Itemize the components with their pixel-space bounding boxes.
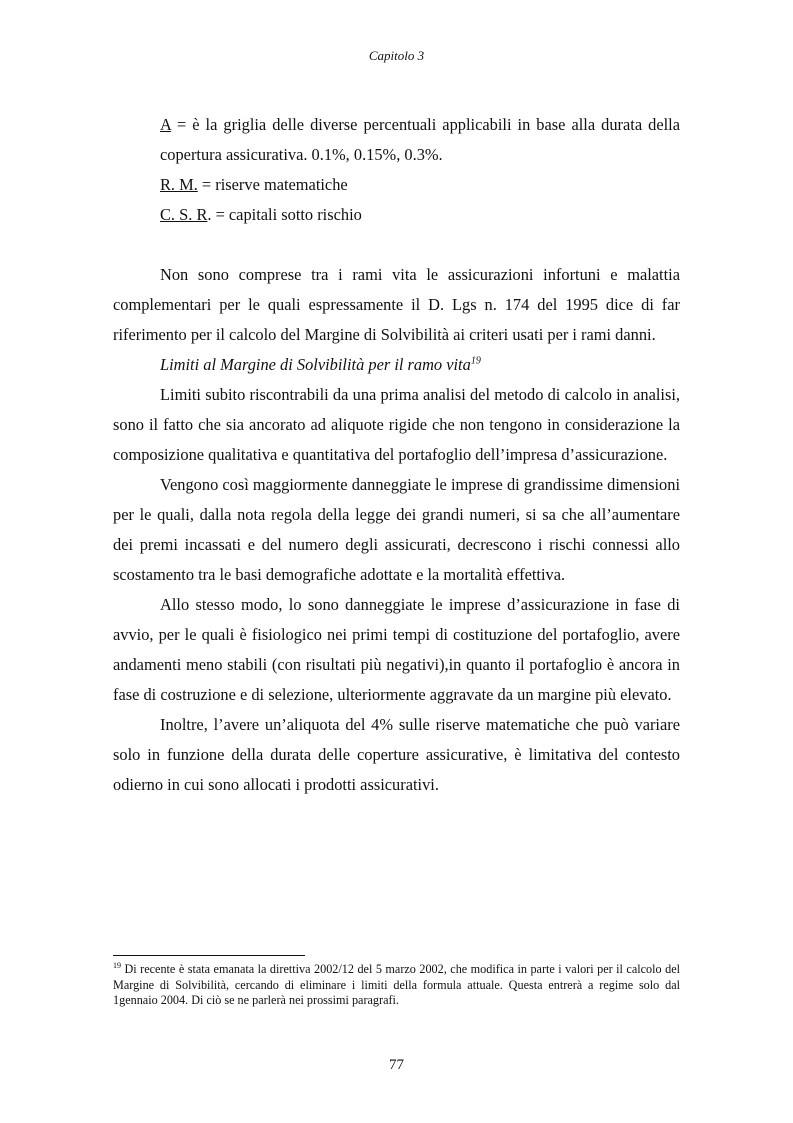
subtitle-text: Limiti al Margine di Solvibilità per il ramo vita <box>160 355 471 374</box>
paragraph: Vengono così maggiormente danneggiate le imprese di grandissime dimensioni per le quali, dalla nota regola della legge dei grandi numeri, si sa che all’aumentare dei premi incassati e del numero degli assicurati, decrescono i rischi connessi allo scostamento tra le basi demografiche adottate e la mortalità effettiva. <box>113 475 680 584</box>
definition-text: = riserve matematiche <box>197 175 348 194</box>
definition-term: R. M. <box>160 175 198 194</box>
definition-text: . = capitali sotto rischio <box>207 205 362 224</box>
footnote-divider <box>113 955 305 956</box>
definition-csr <box>113 200 680 230</box>
paragraph: Inoltre, l’avere un’aliquota del 4% sulle riserve matematiche che può variare solo in funzione della durata delle coperture assicurative, è limitativa del contesto odierno in cui sono allocati i prodotti assicurativi. <box>113 715 680 794</box>
footnote-text: Di recente è stata emanata la direttiva 2002/12 del 5 marzo 2002, che modifica in parte i valori per il calcolo del Margine di Solvibilità, cercando di eliminare i limiti della formula attuale. Questa entrerà a regime solo dal 1gennaio 2004. Di ciò se ne parlerà nei prossimi paragrafi. <box>113 962 680 1007</box>
paragraph-gap <box>113 230 680 260</box>
footnote-number: 19 <box>113 960 121 970</box>
paragraph: Limiti subito riscontrabili da una prima analisi del metodo di calcolo in analisi, sono il fatto che sia ancorato ad aliquote rigide che non tengono in considerazione la composizione qualitativa e quantitativa del portafoglio dell’impresa d’assicurazione. <box>113 385 680 464</box>
section-subtitle <box>113 350 680 380</box>
definition-rm <box>113 170 680 200</box>
footnote-reference[interactable]: 19 <box>470 355 481 367</box>
definition-a <box>113 110 680 170</box>
paragraph: Allo stesso modo, lo sono danneggiate le imprese d’assicurazione in fase di avvio, per le quali è fisiologico nei primi tempi di costituzione del portafoglio, avere andamenti meno stabili (con risultati più negativi),in quanto il portafoglio è ancora in fase di costruzione e di selezione, ulteriormente aggravate da un margine più elevato. <box>113 595 680 704</box>
definition-term: C. S. R <box>160 205 208 224</box>
page-number: 77 <box>389 1057 404 1073</box>
page-body <box>113 110 680 800</box>
paragraph: Non sono comprese tra i rami vita le assicurazioni infortuni e malattia complementari per le quali espressamente il D. Lgs n. 174 del 1995 dice di far riferimento per il calcolo del Margine di Solvibilità ai criteri usati per i rami danni. <box>113 265 680 344</box>
definition-term: A <box>160 115 171 134</box>
running-header: Capitolo 3 <box>368 48 425 63</box>
definition-text: = è la griglia delle diverse percentuali applicabili in base alla durata della copertura assicurativa. 0.1%, 0.15%, 0.3%. <box>160 115 680 164</box>
footnote <box>113 962 680 1009</box>
